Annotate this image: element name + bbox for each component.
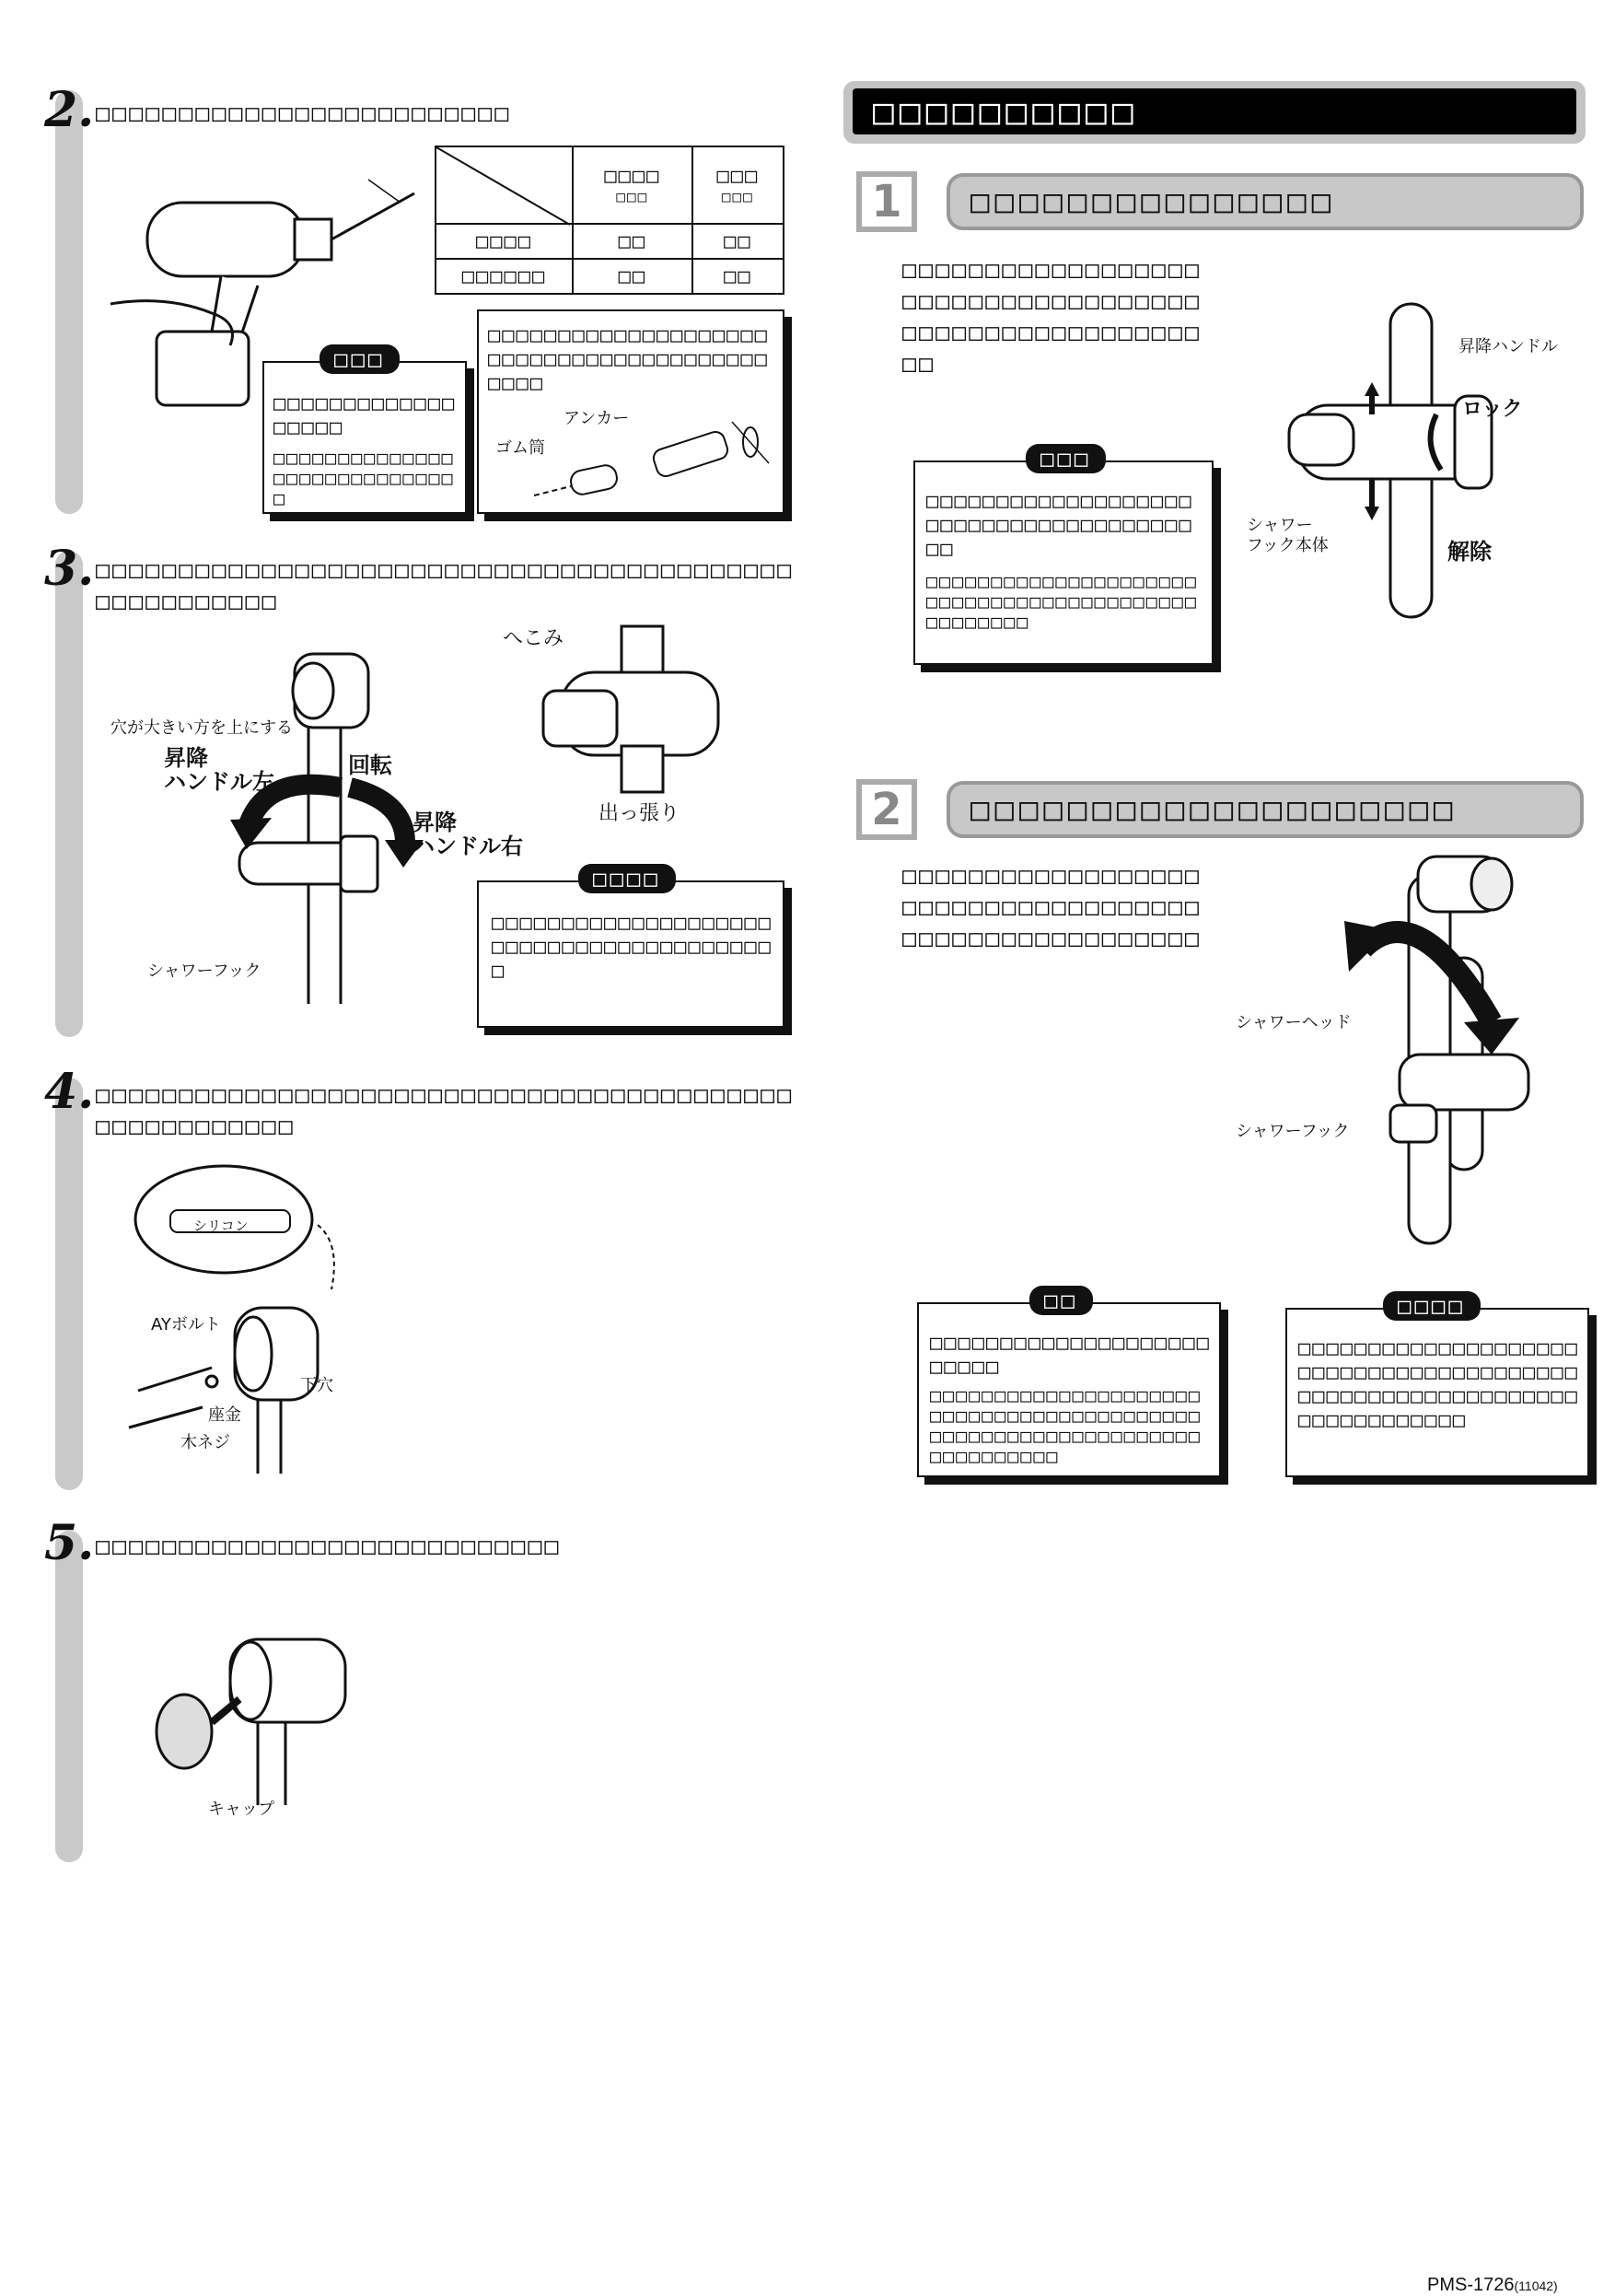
lock-label: ロック xyxy=(1462,398,1523,421)
table-row: □□□□ □□ □□ xyxy=(436,224,784,259)
step2-sidebar xyxy=(55,90,83,514)
cap-illustration xyxy=(147,1621,359,1805)
washer-label: 座金 xyxy=(208,1405,241,1425)
section1-note: □□□ □□□□□□□□□□□□□□□□□□□□□□□□□□□□□□□□□□□□□□□□ □□□□□□□□□□□□□□□□□□□□□□□□□□□□□□□□□□□□□□□□□□□□□□□□□□ xyxy=(913,460,1214,665)
lift-handle-label: 昇降ハンドル xyxy=(1458,337,1558,356)
ay-bolt-label: AYボルト xyxy=(151,1315,221,1334)
section-header: □□□□□□□□□□ xyxy=(853,88,1576,134)
table-row: □□□□□□ □□ □□ xyxy=(436,259,784,294)
section1-title: □□□□□□□□□□□□□□□ xyxy=(947,173,1584,230)
shower-head-illustration xyxy=(1307,857,1547,1253)
step4-sidebar xyxy=(55,1078,83,1490)
wood-screw-label: 木ネジ xyxy=(180,1433,230,1452)
step-instruction: □□□□□□□□□□□□□□□□□□□□□□□□□□□□□□□□□□□□□□□□□□□□□□□□□□□□□ xyxy=(96,556,795,614)
step3-sidebar xyxy=(55,551,83,1037)
pilot-hole-label: 下穴 xyxy=(300,1376,333,1395)
dent-label: へこみ xyxy=(503,627,564,650)
section2-number-text: 2 xyxy=(871,784,902,835)
note-tag: □□□ xyxy=(320,344,400,374)
right-handle-label: 昇降 ハンドル右 xyxy=(412,810,523,859)
shower-hook-label-2: シャワーフック xyxy=(1236,1122,1350,1141)
spec-col-header: □□□ □□□ xyxy=(692,146,784,224)
step-number: 4. xyxy=(44,1064,95,1120)
section1-body: □□□□□□□□□□□□□□□□□□□□□□□□□□□□□□□□□□□□□□□□□□□□□□□□□□□□□□□□ xyxy=(902,256,1202,377)
step2-note-right: □□□□□□□□□□□□□□□□□□□□□□□□□□□□□□□□□□□□□□□□□□□□ アンカー ゴム筒 xyxy=(477,309,784,514)
note-tag: □□ xyxy=(1029,1286,1093,1315)
step-number: 3. xyxy=(44,541,95,597)
hole-orientation-label: 穴が大きい方を上にする xyxy=(110,718,293,738)
rotate-label: 回転 xyxy=(348,752,392,778)
hook-body-label: シャワー フック本体 xyxy=(1247,516,1329,555)
rubber-tube-label: ゴム筒 xyxy=(495,438,545,458)
section2-body: □□□□□□□□□□□□□□□□□□□□□□□□□□□□□□□□□□□□□□□□□□□□□□□□□□□□□□ xyxy=(902,862,1202,951)
note-tag: □□□□ xyxy=(1383,1291,1481,1321)
section-header-bar xyxy=(843,81,1586,144)
left-handle-label: 昇降 ハンドル左 xyxy=(164,745,274,795)
step-instruction: □□□□□□□□□□□□□□□□□□□□□□□□□□□□□□□□□□□□□□□□□□□□□□□□□□□□□□ xyxy=(96,1081,795,1139)
section1-number-text: 1 xyxy=(871,176,902,227)
step-instruction: □□□□□□□□□□□□□□□□□□□□□□□□□□□□ xyxy=(96,1533,562,1559)
note-tag: □□□□ xyxy=(578,864,676,893)
note-tag: □□□ xyxy=(1026,444,1106,473)
step-instruction: □□□□□□□□□□□□□□□□□□□□□□□□□ xyxy=(96,99,512,126)
step5-sidebar xyxy=(55,1531,83,1862)
cap-label: キャップ xyxy=(208,1800,274,1819)
shower-head-label: シャワーヘッド xyxy=(1236,1013,1352,1032)
release-label: 解除 xyxy=(1447,539,1492,565)
step-number: 2. xyxy=(44,82,95,138)
spec-col-header: □□□□ □□□ xyxy=(573,146,692,224)
silicone-label: シリコン xyxy=(193,1218,249,1234)
step3-note: □□□□ □□□□□□□□□□□□□□□□□□□□□□□□□□□□□□□□□□□□□□□□□ xyxy=(477,880,784,1028)
step2-note-left: □□□ □□□□□□□□□□□□□□□□□□ □□□□□□□□□□□□□□□□□□□□□□□□□□□□□ xyxy=(262,361,467,514)
step-number: 5. xyxy=(44,1515,95,1571)
section2-note-b: □□□□ □□□□□□□□□□□□□□□□□□□□□□□□□□□□□□□□□□□□□□□□□□□□□□□□□□□□□□□□□□□□□□□□□□□□□□□□ xyxy=(1285,1308,1589,1477)
bump-label: 出っ張り xyxy=(598,802,680,825)
shower-hook-label: シャワーフック xyxy=(147,962,261,981)
document-code: PMS-1726(11042) xyxy=(1427,2275,1558,2295)
anchor-illustration xyxy=(534,422,773,505)
section2-note-a: □□ □□□□□□□□□□□□□□□□□□□□□□□□□ □□□□□□□□□□□□□□□□□□□□□□□□□□□□□□□□□□□□□□□□□□□□□□□□□□□□□□□□□□□□□□□□□□□□□□□□□ xyxy=(917,1302,1221,1477)
section2-title: □□□□□□□□□□□□□□□□□□□□ xyxy=(947,781,1584,838)
spec-table xyxy=(435,146,784,295)
anchor-label: アンカー xyxy=(564,409,630,428)
